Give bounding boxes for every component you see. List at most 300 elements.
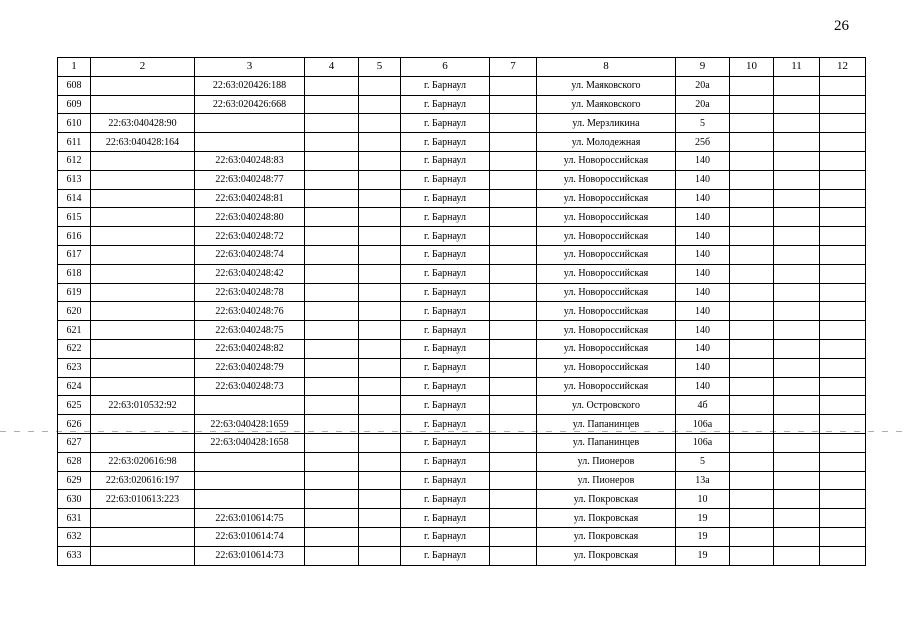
table-cell-col-5: [359, 415, 401, 434]
table-cell-col-1: 625: [58, 396, 91, 415]
table-cell-col-10: [730, 358, 774, 377]
table-cell-col-5: [359, 471, 401, 490]
table-cell-col-11: [774, 151, 820, 170]
table-cell-col-7: [490, 264, 537, 283]
table-cell-col-8: ул. Папанинцев: [537, 433, 676, 452]
table-cell-col-10: [730, 95, 774, 114]
column-header-1: 1: [58, 58, 91, 77]
table-cell-col-3: [195, 396, 305, 415]
table-cell-col-4: [305, 527, 359, 546]
table-cell-col-6: г. Барнаул: [401, 433, 490, 452]
table-cell-col-8: ул. Новороссийская: [537, 377, 676, 396]
table-cell-col-9: 140: [676, 321, 730, 340]
table-cell-col-8: ул. Пионеров: [537, 471, 676, 490]
table-row: [58, 396, 866, 415]
table-cell-col-10: [730, 339, 774, 358]
table-cell-col-2: 22:63:040428:90: [91, 114, 195, 133]
table-cell-col-5: [359, 546, 401, 565]
table-cell-col-7: [490, 302, 537, 321]
table-cell-col-6: г. Барнаул: [401, 189, 490, 208]
table-cell-col-10: [730, 170, 774, 189]
table-cell-col-2: 22:63:020616:197: [91, 471, 195, 490]
table-cell-col-7: [490, 151, 537, 170]
table-cell-col-8: ул. Новороссийская: [537, 189, 676, 208]
table-cell-col-4: [305, 170, 359, 189]
table-cell-col-1: 612: [58, 151, 91, 170]
table-cell-col-9: 140: [676, 208, 730, 227]
table-cell-col-8: ул. Новороссийская: [537, 321, 676, 340]
table-cell-col-2: [91, 321, 195, 340]
table-cell-col-8: ул. Новороссийская: [537, 227, 676, 246]
table-cell-col-8: ул. Покровская: [537, 490, 676, 509]
table-row: [58, 189, 866, 208]
table-cell-col-1: 622: [58, 339, 91, 358]
table-cell-col-11: [774, 208, 820, 227]
table-cell-col-6: г. Барнаул: [401, 245, 490, 264]
table-cell-col-7: [490, 471, 537, 490]
table-cell-col-8: ул. Новороссийская: [537, 170, 676, 189]
table-cell-col-1: 615: [58, 208, 91, 227]
table-cell-col-7: [490, 339, 537, 358]
table-cell-col-10: [730, 76, 774, 95]
table-cell-col-6: г. Барнаул: [401, 95, 490, 114]
table-row: [58, 95, 866, 114]
table-row: [58, 227, 866, 246]
table-cell-col-4: [305, 302, 359, 321]
table-cell-col-12: [820, 114, 866, 133]
table-cell-col-9: 20а: [676, 76, 730, 95]
table-cell-col-8: ул. Новороссийская: [537, 358, 676, 377]
table-row: [58, 208, 866, 227]
table-cell-col-1: 632: [58, 527, 91, 546]
table-cell-col-5: [359, 396, 401, 415]
table-cell-col-11: [774, 433, 820, 452]
table-cell-col-10: [730, 245, 774, 264]
table-cell-col-2: [91, 170, 195, 189]
table-cell-col-4: [305, 452, 359, 471]
table-cell-col-11: [774, 339, 820, 358]
table-row: [58, 114, 866, 133]
table-cell-col-9: 140: [676, 189, 730, 208]
table-cell-col-7: [490, 396, 537, 415]
table-cell-col-11: [774, 133, 820, 152]
table-cell-col-5: [359, 302, 401, 321]
column-header-4: 4: [305, 58, 359, 77]
table-row: [58, 321, 866, 340]
table-cell-col-2: [91, 189, 195, 208]
table-cell-col-1: 628: [58, 452, 91, 471]
table-cell-col-9: 140: [676, 227, 730, 246]
table-cell-col-11: [774, 396, 820, 415]
table-cell-col-11: [774, 283, 820, 302]
table-cell-col-1: 624: [58, 377, 91, 396]
table-cell-col-3: 22:63:040248:42: [195, 264, 305, 283]
table-cell-col-3: [195, 133, 305, 152]
table-cell-col-2: 22:63:020616:98: [91, 452, 195, 471]
table-cell-col-2: [91, 509, 195, 528]
table-cell-col-11: [774, 264, 820, 283]
table-cell-col-4: [305, 509, 359, 528]
table-cell-col-11: [774, 76, 820, 95]
table-cell-col-3: 22:63:040248:74: [195, 245, 305, 264]
column-header-2: 2: [91, 58, 195, 77]
table-cell-col-5: [359, 189, 401, 208]
table-row: [58, 245, 866, 264]
table-cell-col-10: [730, 208, 774, 227]
column-header-9: 9: [676, 58, 730, 77]
table-cell-col-7: [490, 452, 537, 471]
table-cell-col-8: ул. Покровская: [537, 546, 676, 565]
table-cell-col-6: г. Барнаул: [401, 490, 490, 509]
table-cell-col-6: г. Барнаул: [401, 283, 490, 302]
table-cell-col-2: [91, 377, 195, 396]
table-cell-col-8: ул. Молодежная: [537, 133, 676, 152]
table-cell-col-12: [820, 283, 866, 302]
table-cell-col-10: [730, 433, 774, 452]
table-cell-col-10: [730, 509, 774, 528]
table-cell-col-12: [820, 264, 866, 283]
table-cell-col-12: [820, 415, 866, 434]
table-cell-col-7: [490, 114, 537, 133]
table-cell-col-1: 614: [58, 189, 91, 208]
table-cell-col-3: 22:63:040248:80: [195, 208, 305, 227]
table-cell-col-9: 140: [676, 283, 730, 302]
table-cell-col-10: [730, 114, 774, 133]
table-cell-col-4: [305, 433, 359, 452]
table-cell-col-10: [730, 471, 774, 490]
table-cell-col-1: 617: [58, 245, 91, 264]
table-cell-col-9: 19: [676, 546, 730, 565]
table-cell-col-12: [820, 471, 866, 490]
table-cell-col-3: 22:63:010614:73: [195, 546, 305, 565]
table-row: [58, 509, 866, 528]
table-cell-col-9: 106а: [676, 415, 730, 434]
table-cell-col-3: [195, 471, 305, 490]
table-cell-col-3: [195, 114, 305, 133]
table-cell-col-6: г. Барнаул: [401, 452, 490, 471]
table-cell-col-11: [774, 321, 820, 340]
table-cell-col-3: 22:63:040248:81: [195, 189, 305, 208]
table-cell-col-9: 106а: [676, 433, 730, 452]
table-cell-col-7: [490, 227, 537, 246]
table-cell-col-3: 22:63:040248:83: [195, 151, 305, 170]
table-cell-col-3: 22:63:040248:72: [195, 227, 305, 246]
table-cell-col-10: [730, 227, 774, 246]
table-cell-col-2: 22:63:010613:223: [91, 490, 195, 509]
table-cell-col-5: [359, 527, 401, 546]
table-cell-col-12: [820, 302, 866, 321]
table-cell-col-1: 633: [58, 546, 91, 565]
table-cell-col-11: [774, 95, 820, 114]
table-cell-col-6: г. Барнаул: [401, 471, 490, 490]
table-cell-col-4: [305, 76, 359, 95]
table-cell-col-12: [820, 189, 866, 208]
table-cell-col-7: [490, 283, 537, 302]
table-cell-col-4: [305, 546, 359, 565]
table-cell-col-7: [490, 490, 537, 509]
column-header-5: 5: [359, 58, 401, 77]
table-cell-col-12: [820, 227, 866, 246]
table-cell-col-9: 5: [676, 114, 730, 133]
table-cell-col-4: [305, 358, 359, 377]
table-row: [58, 170, 866, 189]
table-cell-col-12: [820, 95, 866, 114]
table-cell-col-6: г. Барнаул: [401, 377, 490, 396]
table-row: [58, 339, 866, 358]
table-cell-col-10: [730, 189, 774, 208]
table-cell-col-6: г. Барнаул: [401, 509, 490, 528]
table-cell-col-12: [820, 358, 866, 377]
table-row: [58, 527, 866, 546]
table-cell-col-9: 140: [676, 245, 730, 264]
table-cell-col-8: ул. Маяковского: [537, 76, 676, 95]
table-cell-col-2: [91, 358, 195, 377]
table-cell-col-10: [730, 377, 774, 396]
table-cell-col-3: 22:63:020426:668: [195, 95, 305, 114]
table-row: [58, 490, 866, 509]
table-cell-col-4: [305, 283, 359, 302]
table-row: [58, 452, 866, 471]
table-cell-col-6: г. Барнаул: [401, 133, 490, 152]
table-cell-col-12: [820, 433, 866, 452]
column-header-11: 11: [774, 58, 820, 77]
table-cell-col-2: [91, 339, 195, 358]
table-cell-col-5: [359, 151, 401, 170]
table-cell-col-4: [305, 396, 359, 415]
table-cell-col-8: ул. Пионеров: [537, 452, 676, 471]
table-cell-col-4: [305, 151, 359, 170]
table-cell-col-4: [305, 471, 359, 490]
table-cell-col-4: [305, 208, 359, 227]
table-cell-col-10: [730, 527, 774, 546]
table-cell-col-6: г. Барнаул: [401, 151, 490, 170]
table-cell-col-11: [774, 509, 820, 528]
table-cell-col-1: 619: [58, 283, 91, 302]
table-row: [58, 433, 866, 452]
table-cell-col-6: г. Барнаул: [401, 170, 490, 189]
table-cell-col-3: 22:63:040248:79: [195, 358, 305, 377]
table-cell-col-6: г. Барнаул: [401, 415, 490, 434]
table-cell-col-12: [820, 321, 866, 340]
table-cell-col-2: [91, 527, 195, 546]
table-header-row: [58, 58, 866, 77]
table-cell-col-9: 19: [676, 527, 730, 546]
table-cell-col-9: 4б: [676, 396, 730, 415]
table-cell-col-2: [91, 151, 195, 170]
table-cell-col-10: [730, 415, 774, 434]
table-cell-col-3: 22:63:020426:188: [195, 76, 305, 95]
table-cell-col-6: г. Барнаул: [401, 321, 490, 340]
table-row: [58, 264, 866, 283]
table-cell-col-2: [91, 227, 195, 246]
table-cell-col-11: [774, 490, 820, 509]
table-cell-col-1: 616: [58, 227, 91, 246]
table-cell-col-12: [820, 452, 866, 471]
table-cell-col-9: 140: [676, 170, 730, 189]
table-cell-col-8: ул. Новороссийская: [537, 302, 676, 321]
table-cell-col-12: [820, 527, 866, 546]
table-cell-col-7: [490, 433, 537, 452]
table-cell-col-12: [820, 208, 866, 227]
table-cell-col-7: [490, 377, 537, 396]
table-cell-col-3: 22:63:040428:1659: [195, 415, 305, 434]
table-row: [58, 133, 866, 152]
table-cell-col-9: 10: [676, 490, 730, 509]
table-cell-col-7: [490, 95, 537, 114]
table-cell-col-10: [730, 283, 774, 302]
table-row: [58, 283, 866, 302]
table-cell-col-8: ул. Новороссийская: [537, 151, 676, 170]
table-cell-col-6: г. Барнаул: [401, 114, 490, 133]
table-cell-col-5: [359, 339, 401, 358]
table-row: [58, 471, 866, 490]
table-cell-col-9: 19: [676, 509, 730, 528]
table-cell-col-5: [359, 245, 401, 264]
table-cell-col-6: г. Барнаул: [401, 358, 490, 377]
table-cell-col-11: [774, 452, 820, 471]
table-cell-col-1: 609: [58, 95, 91, 114]
table-cell-col-5: [359, 208, 401, 227]
table-cell-col-1: 621: [58, 321, 91, 340]
registry-table: [57, 57, 866, 566]
table-cell-col-10: [730, 302, 774, 321]
table-cell-col-3: [195, 452, 305, 471]
table-cell-col-11: [774, 114, 820, 133]
table-cell-col-3: 22:63:040248:78: [195, 283, 305, 302]
table-cell-col-2: 22:63:040428:164: [91, 133, 195, 152]
table-cell-col-1: 623: [58, 358, 91, 377]
table-cell-col-2: [91, 302, 195, 321]
table-cell-col-7: [490, 415, 537, 434]
table-cell-col-12: [820, 546, 866, 565]
table-cell-col-2: [91, 264, 195, 283]
table-cell-col-1: 611: [58, 133, 91, 152]
table-cell-col-3: 22:63:040248:73: [195, 377, 305, 396]
table-cell-col-8: ул. Покровская: [537, 527, 676, 546]
table-cell-col-3: 22:63:040428:1658: [195, 433, 305, 452]
table-cell-col-6: г. Барнаул: [401, 208, 490, 227]
table-cell-col-12: [820, 490, 866, 509]
table-cell-col-10: [730, 490, 774, 509]
table-cell-col-8: ул. Мерзликина: [537, 114, 676, 133]
table-cell-col-3: 22:63:040248:82: [195, 339, 305, 358]
table-cell-col-11: [774, 245, 820, 264]
table-cell-col-11: [774, 415, 820, 434]
table-cell-col-11: [774, 170, 820, 189]
table-cell-col-5: [359, 377, 401, 396]
table-cell-col-3: 22:63:040248:76: [195, 302, 305, 321]
table-cell-col-11: [774, 189, 820, 208]
table-cell-col-7: [490, 76, 537, 95]
table-cell-col-8: ул. Новороссийская: [537, 245, 676, 264]
table-cell-col-1: 630: [58, 490, 91, 509]
table-cell-col-9: 5: [676, 452, 730, 471]
table-cell-col-6: г. Барнаул: [401, 227, 490, 246]
table-cell-col-2: [91, 415, 195, 434]
table-cell-col-12: [820, 170, 866, 189]
table-cell-col-7: [490, 245, 537, 264]
table-cell-col-11: [774, 527, 820, 546]
table-cell-col-3: 22:63:040248:77: [195, 170, 305, 189]
table-cell-col-9: 20а: [676, 95, 730, 114]
table-cell-col-2: [91, 433, 195, 452]
table-cell-col-4: [305, 415, 359, 434]
table-cell-col-1: 610: [58, 114, 91, 133]
table-cell-col-3: [195, 490, 305, 509]
table-cell-col-12: [820, 151, 866, 170]
table-cell-col-12: [820, 339, 866, 358]
table-cell-col-10: [730, 546, 774, 565]
table-cell-col-6: г. Барнаул: [401, 264, 490, 283]
table-cell-col-4: [305, 114, 359, 133]
table-cell-col-2: [91, 245, 195, 264]
table-cell-col-7: [490, 208, 537, 227]
table-cell-col-11: [774, 227, 820, 246]
table-cell-col-11: [774, 302, 820, 321]
table-cell-col-5: [359, 509, 401, 528]
table-cell-col-4: [305, 339, 359, 358]
table-cell-col-10: [730, 452, 774, 471]
table-cell-col-12: [820, 396, 866, 415]
table-cell-col-8: ул. Новороссийская: [537, 264, 676, 283]
table-cell-col-11: [774, 471, 820, 490]
table-cell-col-2: [91, 546, 195, 565]
table-cell-col-4: [305, 490, 359, 509]
table-cell-col-8: ул. Новороссийская: [537, 283, 676, 302]
table-cell-col-10: [730, 133, 774, 152]
table-cell-col-12: [820, 133, 866, 152]
table-cell-col-3: 22:63:010614:75: [195, 509, 305, 528]
page-number: 26: [834, 18, 849, 34]
table-cell-col-9: 13а: [676, 471, 730, 490]
table-row: [58, 302, 866, 321]
table-cell-col-1: 627: [58, 433, 91, 452]
table-cell-col-5: [359, 452, 401, 471]
table-cell-col-4: [305, 321, 359, 340]
table-cell-col-12: [820, 377, 866, 396]
table-cell-col-5: [359, 227, 401, 246]
table-cell-col-12: [820, 509, 866, 528]
table-cell-col-8: ул. Маяковского: [537, 95, 676, 114]
table-cell-col-9: 140: [676, 377, 730, 396]
table-cell-col-9: 140: [676, 302, 730, 321]
table-cell-col-4: [305, 377, 359, 396]
table-cell-col-4: [305, 189, 359, 208]
table-cell-col-8: ул. Новороссийская: [537, 339, 676, 358]
table-row: [58, 151, 866, 170]
table-cell-col-6: г. Барнаул: [401, 302, 490, 321]
table-cell-col-2: [91, 76, 195, 95]
table-cell-col-9: 140: [676, 264, 730, 283]
column-header-3: 3: [195, 58, 305, 77]
table-cell-col-7: [490, 509, 537, 528]
table-cell-col-12: [820, 76, 866, 95]
table-cell-col-10: [730, 396, 774, 415]
table-cell-col-7: [490, 527, 537, 546]
table-cell-col-6: г. Барнаул: [401, 339, 490, 358]
table-cell-col-8: ул. Островского: [537, 396, 676, 415]
table-cell-col-11: [774, 546, 820, 565]
table-cell-col-5: [359, 264, 401, 283]
table-cell-col-2: 22:63:010532:92: [91, 396, 195, 415]
table-cell-col-5: [359, 76, 401, 95]
table-cell-col-10: [730, 151, 774, 170]
table-cell-col-11: [774, 377, 820, 396]
table-cell-col-1: 626: [58, 415, 91, 434]
table-cell-col-5: [359, 321, 401, 340]
column-header-8: 8: [537, 58, 676, 77]
table-cell-col-8: ул. Папанинцев: [537, 415, 676, 434]
